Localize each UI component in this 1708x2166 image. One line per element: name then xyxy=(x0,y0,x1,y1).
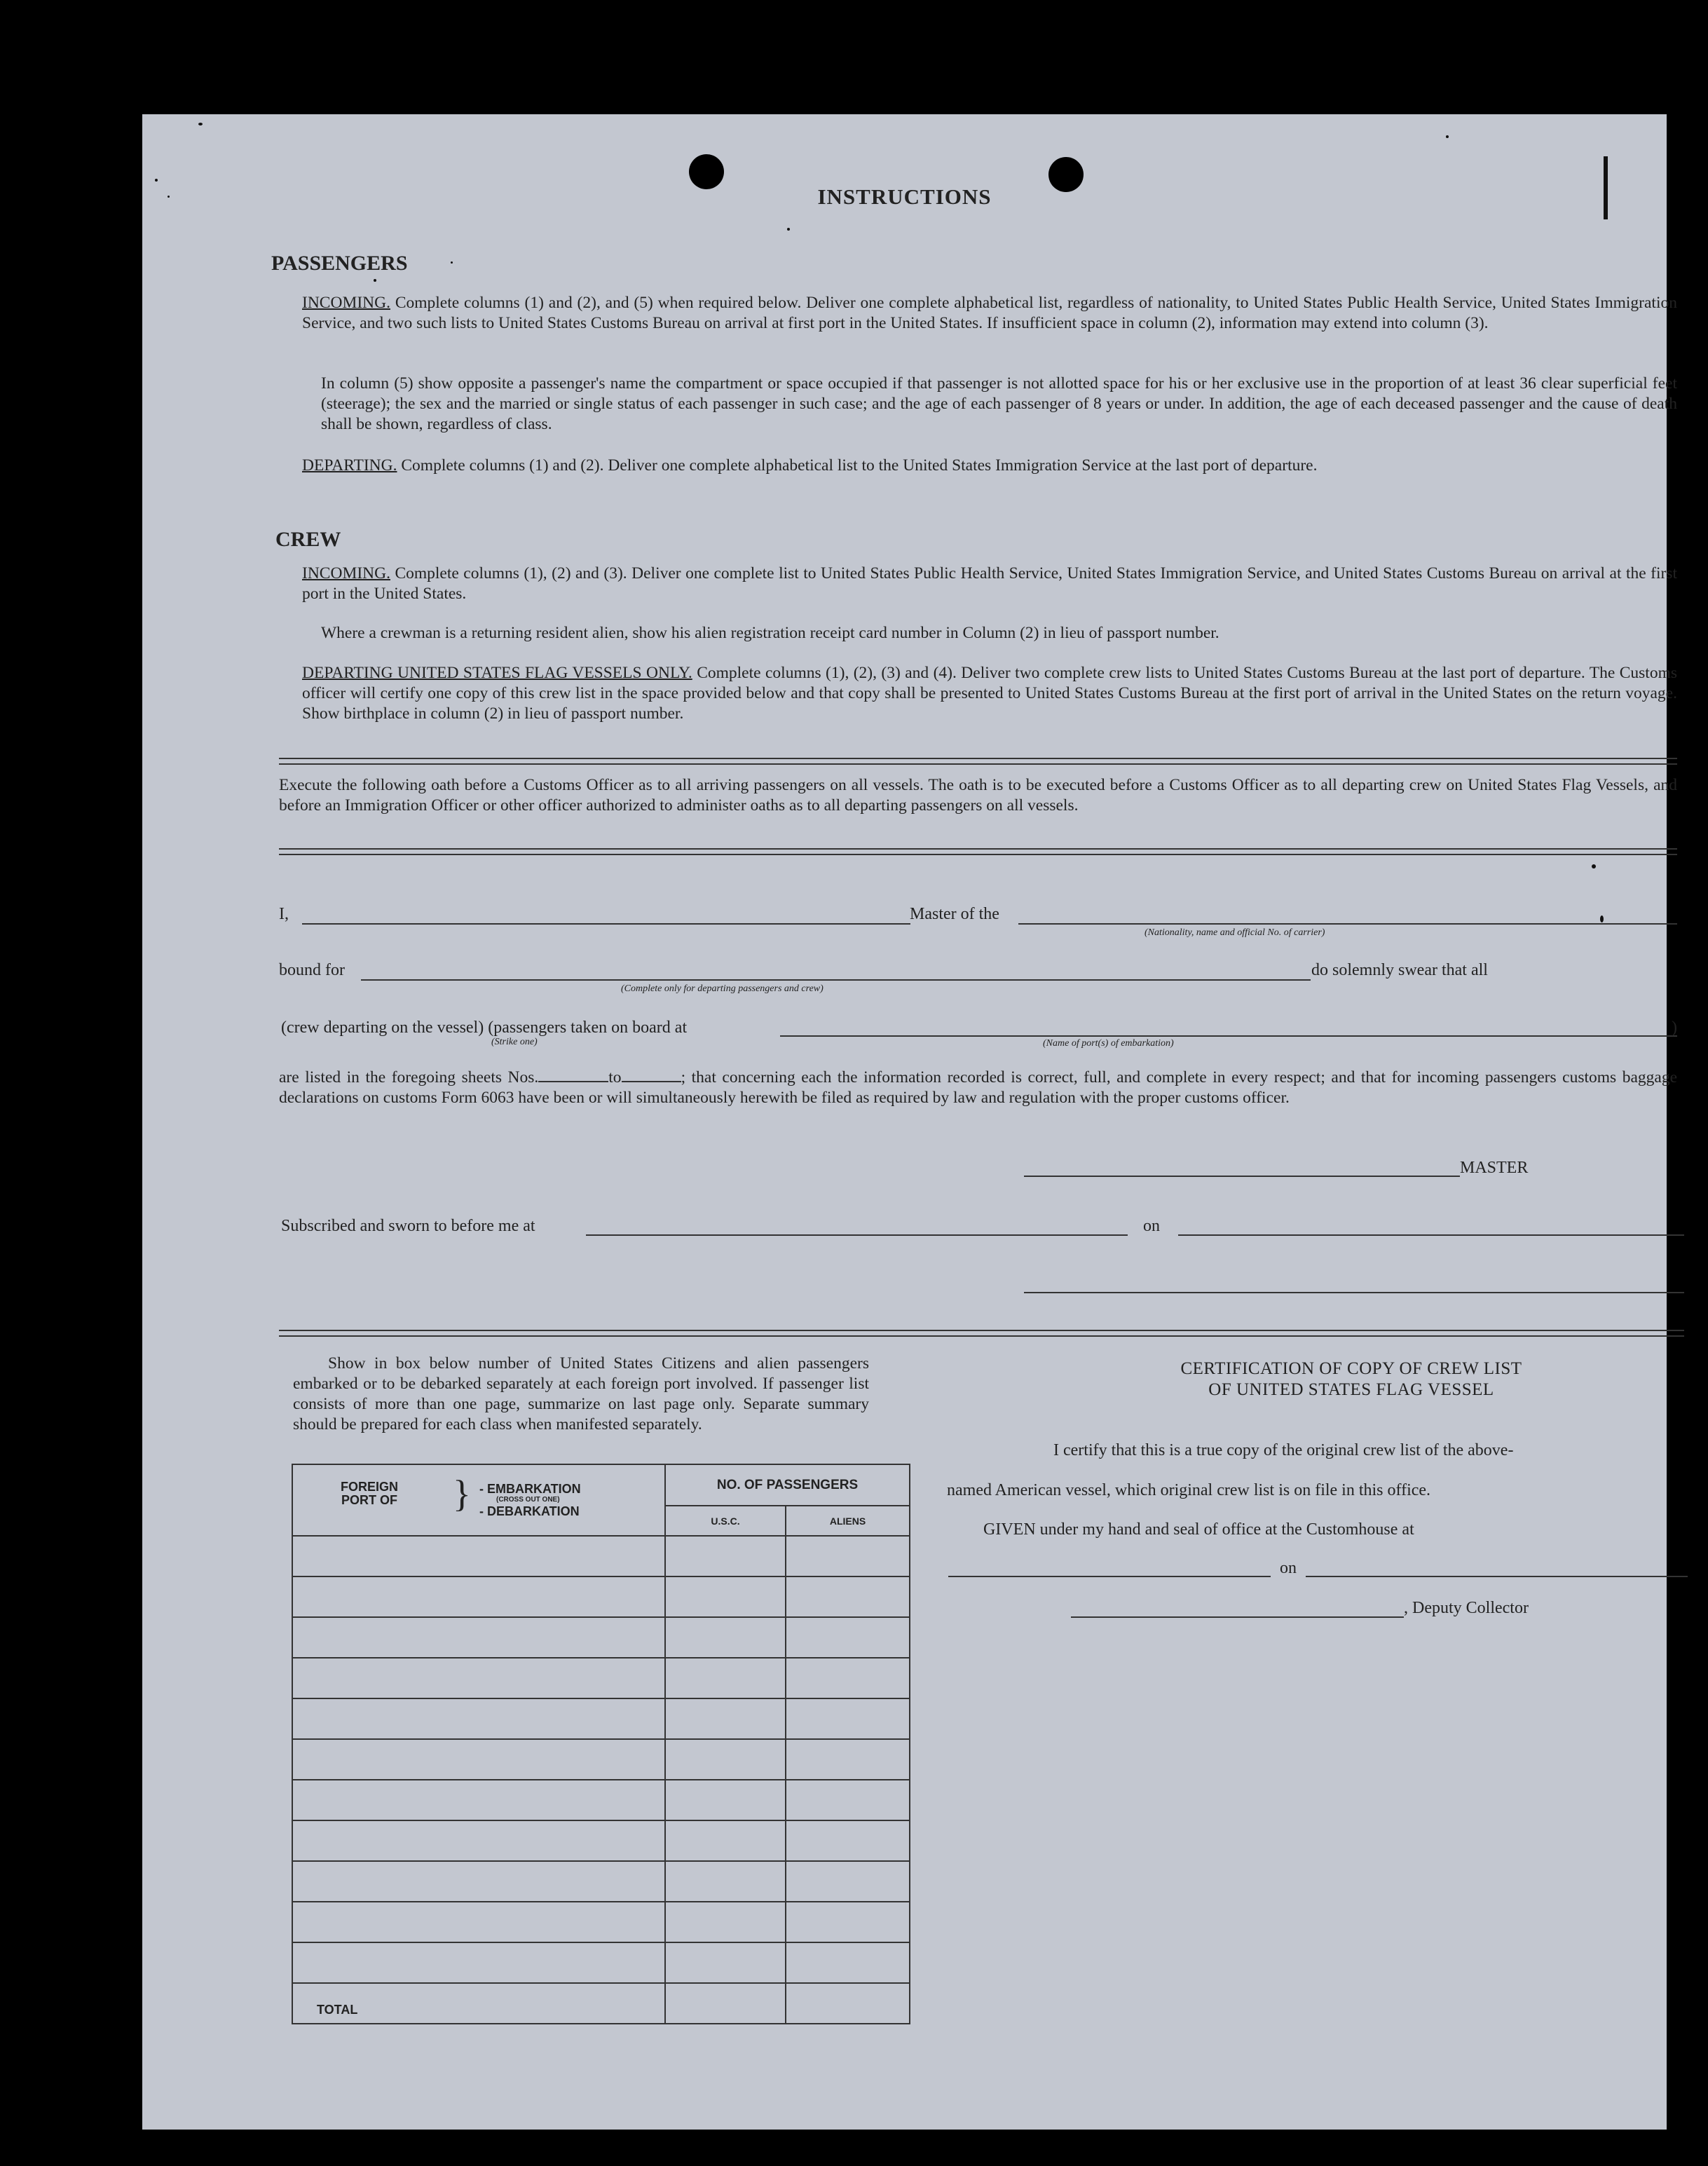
passengers-column5-paragraph: In column (5) show opposite a passenger's name the compartment or space occupied if that passenger is not allotted space for his or her exclusive use in the proportion of at least 36 clear superficial feet (steerage); the sex and the married or single status of each passenger in such case; and the age of each passenger of 8 years or under. In addition, the age of each deceased passenger and the cause of death shall be shown, regardless of class. xyxy=(321,374,1677,433)
certification-date-field[interactable] xyxy=(1306,1576,1688,1577)
table-row xyxy=(292,1617,910,1658)
passengers-incoming-paragraph xyxy=(302,293,1677,334)
table-row xyxy=(292,1861,910,1902)
sheets-statement-text: ; that concerning each the information recorded is correct, full, and complete in every respect; and that for incoming passengers customs baggage declarations on customs Form 6063 have been or will simultaneously herewith be filed as required by law and regulation with the proper customs officer. xyxy=(279,1068,1677,1107)
sheets-label: are listed in the foregoing sheets Nos. xyxy=(279,1068,539,1087)
port-cell[interactable] xyxy=(292,1820,665,1861)
brace-icon: } xyxy=(453,1473,471,1515)
aliens-header: ALIENS xyxy=(786,1506,910,1536)
oath-i-label: I, xyxy=(279,905,289,923)
port-cell[interactable] xyxy=(292,1658,665,1698)
passengers-departing-lead: DEPARTING. xyxy=(302,456,397,475)
passengers-heading: PASSENGERS xyxy=(271,252,408,275)
passengers-departing-text: Complete columns (1) and (2). Deliver one complete alphabetical list to the United States Immigration Service at the last port of departure. xyxy=(397,456,1318,475)
certification-on-label: on xyxy=(1280,1559,1297,1577)
table-row xyxy=(292,1942,910,1983)
carrier-field[interactable] xyxy=(1018,923,1677,925)
certification-title-1: CERTIFICATION OF COPY OF CREW LIST xyxy=(1180,1359,1522,1378)
embarkation-label: - EMBARKATION xyxy=(479,1482,581,1496)
aliens-cell[interactable] xyxy=(786,1698,910,1739)
port-cell[interactable] xyxy=(292,1576,665,1617)
aliens-cell[interactable] xyxy=(786,1820,910,1861)
bound-for-label: bound for xyxy=(279,961,345,979)
total-aliens-cell[interactable] xyxy=(786,1983,910,2024)
usc-cell[interactable] xyxy=(665,1820,786,1861)
table-row xyxy=(292,1820,910,1861)
aliens-cell[interactable] xyxy=(786,1780,910,1820)
usc-cell[interactable] xyxy=(665,1698,786,1739)
cross-out-label: (CROSS OUT ONE) xyxy=(496,1496,560,1504)
aliens-cell[interactable] xyxy=(786,1536,910,1576)
port-cell[interactable] xyxy=(292,1698,665,1739)
no-of-passengers-header: NO. OF PASSENGERS xyxy=(665,1464,910,1506)
port-cell[interactable] xyxy=(292,1861,665,1902)
embarkation-port-field[interactable] xyxy=(780,1035,1677,1037)
total-row xyxy=(292,1983,910,2024)
close-paren: ) xyxy=(1672,1019,1677,1037)
table-row xyxy=(292,1698,910,1739)
crew-departing-text: Complete columns (1), (2), (3) and (4). Deliver two complete crew lists to United States Customs Bureau at the last port of departure. The Customs officer will certify one copy of this crew list in the space provided below and that copy shall be presented to United States Customs Bureau at the first port of arrival in the United States on the return voyage. Show birthplace in column (2) in lieu of passport number. xyxy=(302,664,1678,723)
divider-bottom xyxy=(279,1330,1684,1337)
sheet-to-field[interactable] xyxy=(622,1068,681,1082)
total-label: TOTAL xyxy=(292,1983,665,2024)
usc-cell[interactable] xyxy=(665,1536,786,1576)
usc-cell[interactable] xyxy=(665,1658,786,1698)
officer-signature-field[interactable] xyxy=(1024,1292,1684,1293)
foreign-port-of-label: FOREIGN PORT OF xyxy=(340,1480,398,1507)
crew-departing-lead: DEPARTING UNITED STATES FLAG VESSELS ONLY. xyxy=(302,664,692,682)
sworn-place-field[interactable] xyxy=(586,1234,1128,1236)
aliens-cell[interactable] xyxy=(786,1617,910,1658)
aliens-cell[interactable] xyxy=(786,1658,910,1698)
passengers-departing-paragraph xyxy=(302,456,1677,476)
port-cell[interactable] xyxy=(292,1780,665,1820)
master-of-label: Master of the xyxy=(910,905,999,923)
crew-departing-paragraph xyxy=(302,663,1677,724)
table-row xyxy=(292,1780,910,1820)
debarkation-label: - DEBARKATION xyxy=(479,1504,580,1518)
strike-one-caption: (Strike one) xyxy=(491,1037,538,1047)
divider-oath xyxy=(279,848,1677,855)
master-signature-field[interactable] xyxy=(1024,1176,1460,1177)
passengers-incoming-lead: INCOMING. xyxy=(302,294,390,312)
deputy-collector-label: , Deputy Collector xyxy=(1404,1599,1529,1617)
table-row xyxy=(292,1658,910,1698)
sheets-statement xyxy=(279,1068,1677,1108)
master-label: MASTER xyxy=(1460,1159,1529,1177)
total-usc-cell[interactable] xyxy=(665,1983,786,2024)
bound-for-caption: (Complete only for departing passengers and crew) xyxy=(621,983,824,994)
crew-incoming-paragraph xyxy=(302,564,1677,604)
usc-cell[interactable] xyxy=(665,1902,786,1942)
divider-top xyxy=(279,758,1677,765)
bound-for-field[interactable] xyxy=(361,979,1311,981)
table-row xyxy=(292,1902,910,1942)
usc-header: U.S.C. xyxy=(665,1506,786,1536)
passenger-summary-table xyxy=(292,1464,910,2024)
crew-incoming-text: Complete columns (1), (2) and (3). Deliver one complete list to United States Public Health Service, United States Immigration Service, and United States Customs Bureau on arrival at the first port in the United States. xyxy=(302,564,1677,603)
customhouse-place-field[interactable] xyxy=(948,1576,1271,1577)
summary-instruction: Show in box below number of United States Citizens and alien passengers embarked or to be debarked separately at each foreign port involved. If passenger list consists of more than one page, summarize on last page only. Separate summary should be prepared for each class when manifested separately. xyxy=(293,1354,869,1433)
certification-line-1: I certify that this is a true copy of the original crew list of the above- xyxy=(1053,1441,1514,1459)
page-title: INSTRUCTIONS xyxy=(817,184,992,209)
certification-line-2: named American vessel, which original crew list is on file in this office. xyxy=(947,1481,1431,1499)
sheets-to-label: to xyxy=(608,1068,622,1087)
embarkation-port-caption: (Name of port(s) of embarkation) xyxy=(1043,1038,1174,1049)
port-cell[interactable] xyxy=(292,1942,665,1983)
deputy-signature-field[interactable] xyxy=(1071,1616,1404,1618)
passengers-incoming-text: Complete columns (1) and (2), and (5) when required below. Deliver one complete alphabetical list, regardless of nationality, to United States Public Health Service, United States Immigration Service, and two such lists to United States Customs Bureau on arrival at first port in the United States. If insufficient space in column (2), information may extend into column (3). xyxy=(302,294,1677,332)
sheet-from-field[interactable] xyxy=(538,1068,608,1082)
form-sheet xyxy=(142,114,1678,2130)
aliens-cell[interactable] xyxy=(786,1942,910,1983)
sworn-on-label: on xyxy=(1143,1217,1160,1235)
usc-cell[interactable] xyxy=(665,1861,786,1902)
crew-heading: CREW xyxy=(275,528,341,551)
aliens-cell[interactable] xyxy=(786,1739,910,1780)
master-name-field[interactable] xyxy=(302,923,910,925)
aliens-cell[interactable] xyxy=(786,1902,910,1942)
carrier-caption: (Nationality, name and official No. of carrier) xyxy=(1145,927,1325,938)
usc-cell[interactable] xyxy=(665,1576,786,1617)
table-header-port xyxy=(292,1464,665,1536)
port-cell[interactable] xyxy=(292,1536,665,1576)
crew-departing-text: (crew departing on the vessel) (passengers taken on board at xyxy=(281,1019,688,1037)
certification-line-3: GIVEN under my hand and seal of office at the Customhouse at xyxy=(983,1520,1414,1539)
port-cell[interactable] xyxy=(292,1902,665,1942)
usc-cell[interactable] xyxy=(665,1739,786,1780)
usc-cell[interactable] xyxy=(665,1617,786,1658)
certification-title-2: OF UNITED STATES FLAG VESSEL xyxy=(1208,1380,1494,1399)
table-row xyxy=(292,1739,910,1780)
crew-resident-paragraph: Where a crewman is a returning resident alien, show his alien registration receipt card number in Column (2) in lieu of passport number. xyxy=(321,624,1219,642)
oath-instruction-paragraph: Execute the following oath before a Customs Officer as to all arriving passengers on all vessels. The oath is to be executed before a Customs Officer as to all departing crew on United States Flag Vessels, and before an Immigration Officer or other officer authorized to administer oaths as to all departing passengers on all vessels. xyxy=(279,776,1677,815)
port-cell[interactable] xyxy=(292,1739,665,1780)
port-cell[interactable] xyxy=(292,1617,665,1658)
usc-cell[interactable] xyxy=(665,1942,786,1983)
sworn-date-field[interactable] xyxy=(1178,1234,1684,1236)
subscribed-label: Subscribed and sworn to before me at xyxy=(281,1217,535,1235)
swear-text: do solemnly swear that all xyxy=(1311,961,1488,979)
table-row xyxy=(292,1536,910,1576)
aliens-cell[interactable] xyxy=(786,1861,910,1902)
usc-cell[interactable] xyxy=(665,1780,786,1820)
aliens-cell[interactable] xyxy=(786,1576,910,1617)
table-row xyxy=(292,1576,910,1617)
crew-incoming-lead: INCOMING. xyxy=(302,564,390,583)
